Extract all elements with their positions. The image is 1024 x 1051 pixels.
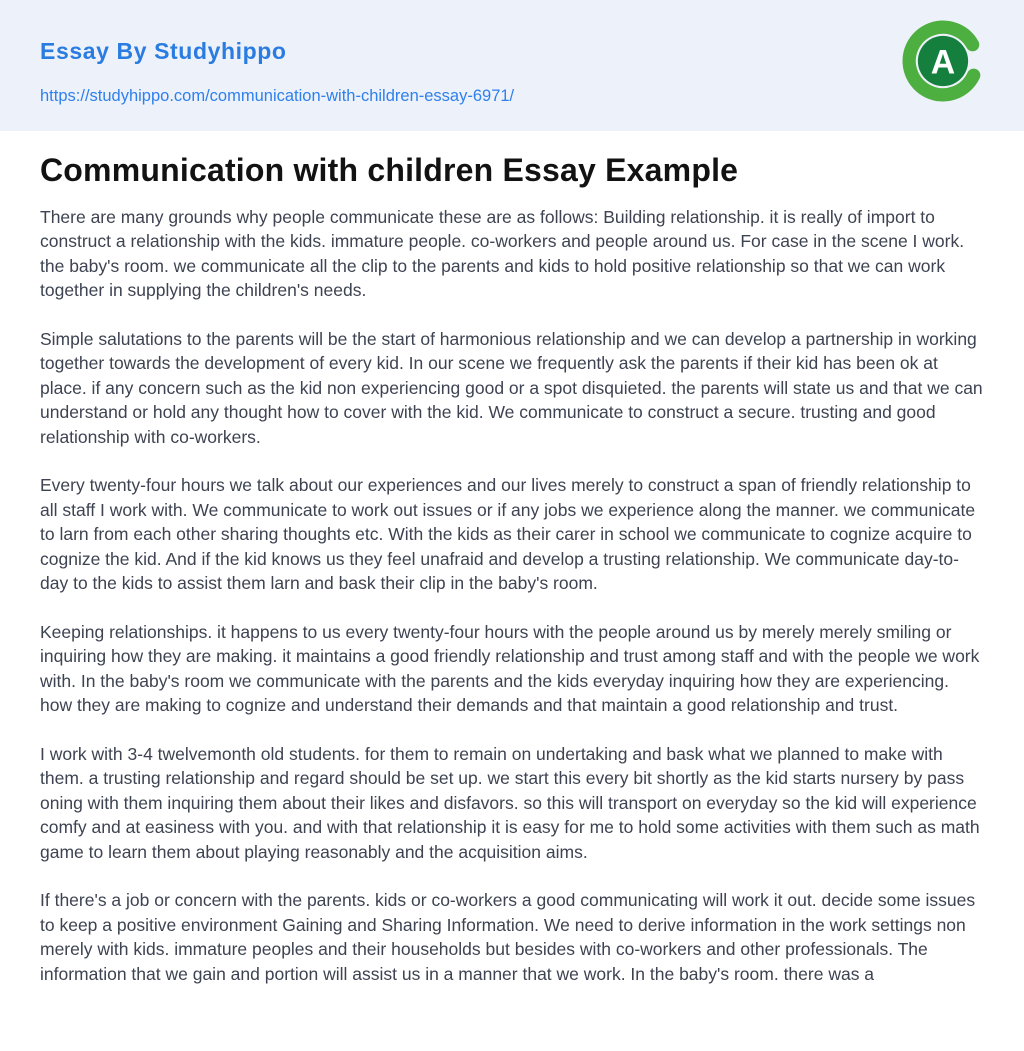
studyhippo-logo-icon[interactable]	[902, 20, 984, 102]
header-source-block	[40, 0, 514, 106]
essay-content	[0, 131, 1024, 1026]
logo-container	[902, 0, 984, 102]
essay-paragraph: There are many grounds why people communicate these are as follows: Building relationship. it is really of import to construct a relationship with the kids. immature people. co-workers and people around us. For case in the scene I work. the baby's room. we communicate all the clip to the parents and kids to hold positive relationship so that we can work together in supplying the children's needs.	[40, 206, 965, 301]
essay-paragraph: Every twenty-four hours we talk about our experiences and our lives merely to construct a span of friendly relationship to all staff I work with. We communicate to work out issues or if any jobs we experience along the manner. we communicate to larn from each other sharing thoughts etc. With the kids as their carer in school we communicate to cognize acquire to cognize the kid. And if the kid knows us they feel unafraid and develop a trusting relationship. We communicate day-to-day to the kids to assist them larn and bask their clip in the baby's room.	[40, 475, 976, 594]
essay-paragraph: If there's a job or concern with the parents. kids or co-workers a good communicating will work it out. decide some issues to keep a positive environment Gaining and Sharing Information. We need to derive information in the work settings non merely with kids. immature peoples and their households but besides with co-workers and other professionals. The information that we gain and portion will assist us in a manner that we work. In the baby's room. there was a	[40, 890, 976, 984]
logo-letter: A	[930, 43, 956, 82]
source-url-link[interactable]: https://studyhippo.com/communication-with-children-essay-6971/	[40, 87, 515, 105]
essay-paragraph: Keeping relationships. it happens to us every twenty-four hours with the people around us by merely merely smiling or inquiring how they are making. it maintains a good friendly relationship and trust among staff and with the people we work with. In the baby's room we communicate with the parents and the kids everyday inquiring how they are experiencing. how they are making to cognize and understand their demands and that maintain a good relationship and trust.	[40, 621, 980, 716]
essay-paragraph: Simple salutations to the parents will be the start of harmonious relationship and we can develop a partnership in working together towards the development of every kid. In our scene we frequently ask the parents if their kid has been ok at place. if any concern such as the kid non experiencing good or a spot disquieted. the parents will state us and that we can understand or hold any thought how to cover with the kid. We communicate to construct a secure. trusting and good relationship with co-workers.	[40, 328, 983, 447]
essay-paragraph: I work with 3-4 twelvemonth old students. for them to remain on undertaking and bask what we planned to make with them. a trusting relationship and regard should be set up. we start this every bit shortly as the kid starts nursery by pass oning with them inquiring them about their likes and disfavors. so this will transport on everyday so the kid will experience comfy and at easiness with you. and with that relationship it is easy for me to hold some activities with them such as math game to learn them about playing reasonably and the acquisition aims.	[40, 743, 980, 862]
source-label: Essay By Studyhippo	[40, 38, 287, 64]
essay-title: Communication with children Essay Example	[40, 152, 739, 188]
page-header	[0, 0, 1024, 131]
